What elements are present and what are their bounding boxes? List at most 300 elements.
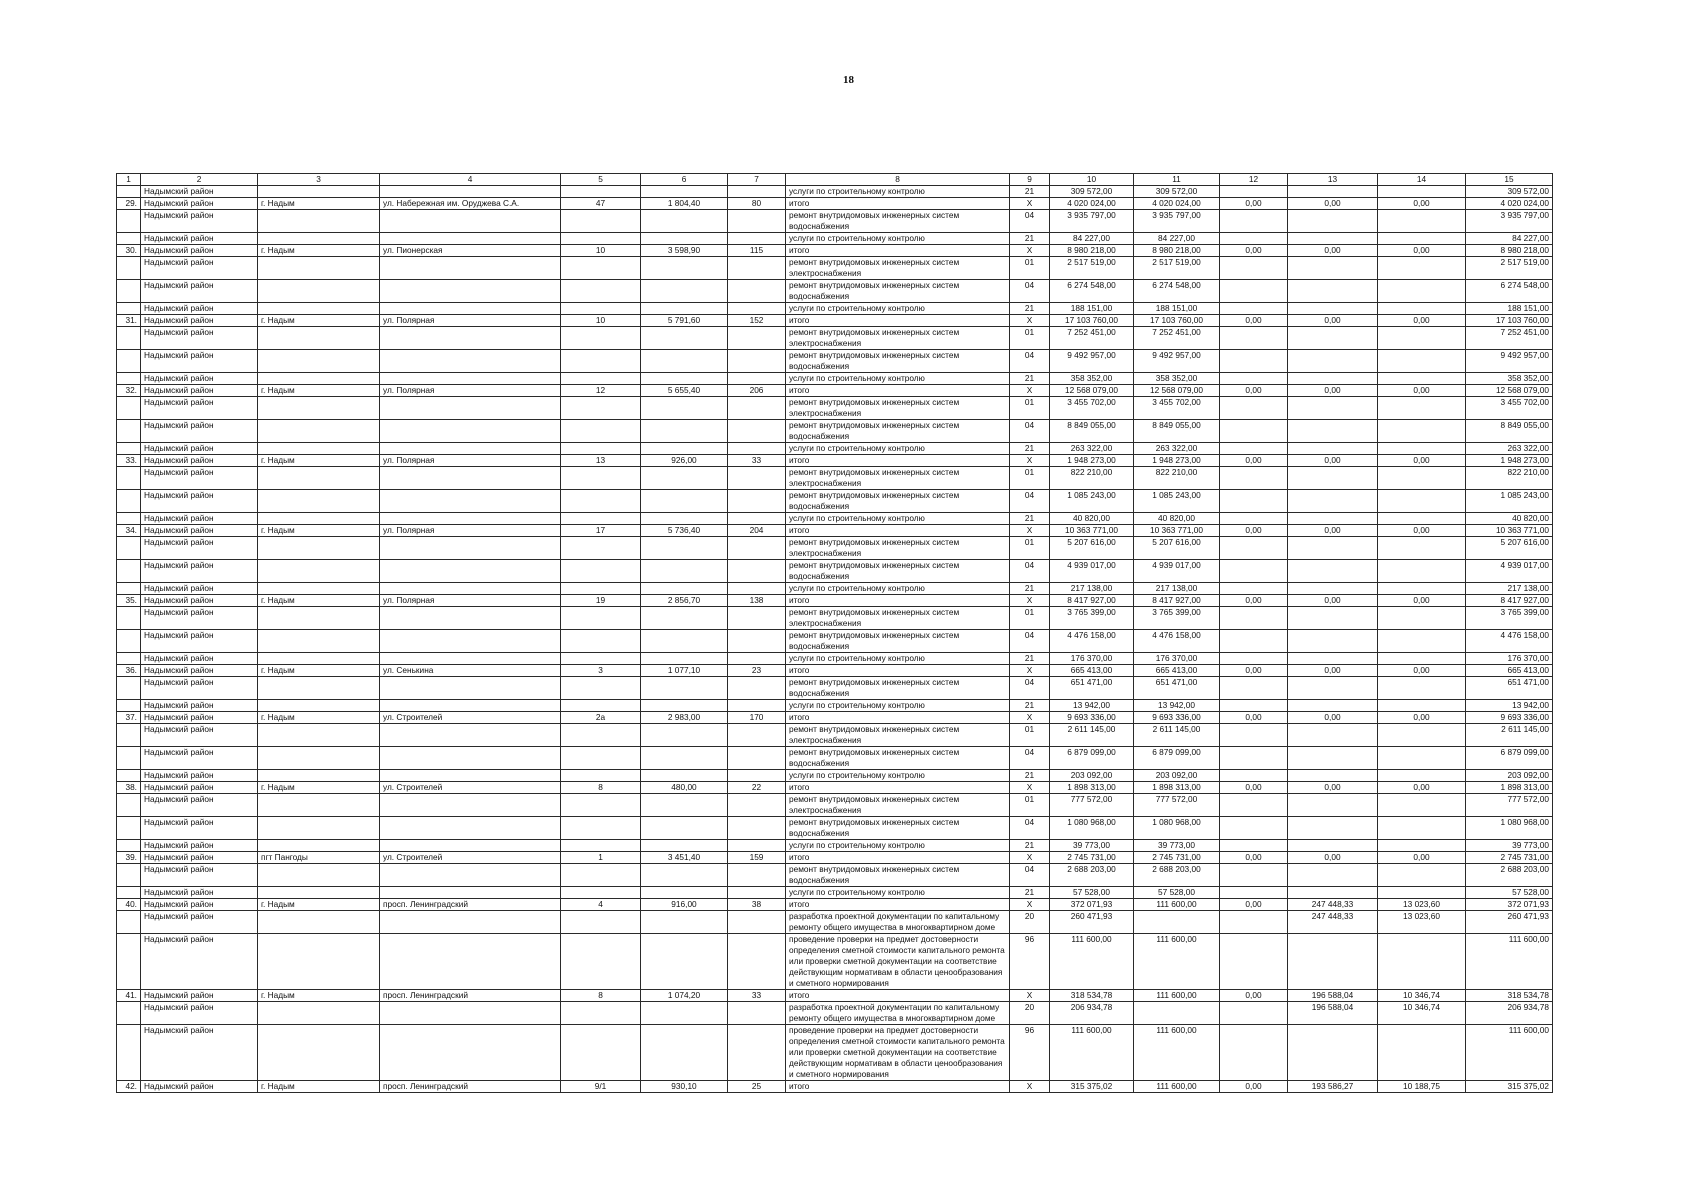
table-row — [117, 677, 1553, 700]
total-cost-cell: 9 492 957,00 — [1050, 350, 1134, 373]
total-cost-cell: 188 151,00 — [1050, 303, 1134, 315]
settlement-cell: г. Надым — [258, 712, 380, 724]
fund-cost-cell: 84 227,00 — [1134, 233, 1220, 245]
street-cell — [380, 560, 561, 583]
work-code-cell: 01 — [1010, 537, 1050, 560]
settlement-cell — [258, 911, 380, 934]
settlement-cell — [258, 817, 380, 840]
table-row — [117, 373, 1553, 385]
work-code-cell: 21 — [1010, 373, 1050, 385]
house-number-cell — [561, 560, 641, 583]
budget-local-cell — [1288, 210, 1378, 233]
street-cell: ул. Строителей — [380, 782, 561, 794]
owners-funds-cell — [1378, 817, 1466, 840]
municipality-cell: Надымский район — [141, 315, 258, 327]
owners-funds-cell — [1378, 700, 1466, 712]
final-cost-cell: 6 274 548,00 — [1466, 280, 1553, 303]
row-number-cell — [117, 513, 141, 525]
row-number-cell — [117, 443, 141, 455]
municipality-cell: Надымский район — [141, 630, 258, 653]
residents-cell — [728, 257, 786, 280]
area-cell — [641, 537, 728, 560]
work-type-cell: итого — [786, 1081, 1010, 1093]
final-cost-cell: 263 322,00 — [1466, 443, 1553, 455]
budget-local-cell — [1288, 257, 1378, 280]
budget-region-cell — [1220, 350, 1288, 373]
budget-region-cell — [1220, 794, 1288, 817]
total-cost-cell: 39 773,00 — [1050, 840, 1134, 852]
column-header: 12 — [1220, 174, 1288, 186]
table-body — [117, 174, 1553, 1093]
row-number-cell: 35. — [117, 595, 141, 607]
budget-region-cell: 0,00 — [1220, 245, 1288, 257]
owners-funds-cell: 13 023,60 — [1378, 899, 1466, 911]
municipality-cell: Надымский район — [141, 525, 258, 537]
final-cost-cell: 2 745 731,00 — [1466, 852, 1553, 864]
budget-region-cell — [1220, 490, 1288, 513]
settlement-cell — [258, 537, 380, 560]
budget-region-cell: 0,00 — [1220, 595, 1288, 607]
settlement-cell — [258, 210, 380, 233]
municipality-cell: Надымский район — [141, 911, 258, 934]
area-cell: 2 983,00 — [641, 712, 728, 724]
final-cost-cell: 315 375,02 — [1466, 1081, 1553, 1093]
street-cell — [380, 233, 561, 245]
residents-cell: 206 — [728, 385, 786, 397]
house-number-cell — [561, 373, 641, 385]
residents-cell: 204 — [728, 525, 786, 537]
settlement-cell — [258, 373, 380, 385]
budget-local-cell — [1288, 840, 1378, 852]
owners-funds-cell — [1378, 257, 1466, 280]
column-header: 5 — [561, 174, 641, 186]
fund-cost-cell: 1 948 273,00 — [1134, 455, 1220, 467]
street-cell — [380, 630, 561, 653]
settlement-cell — [258, 1002, 380, 1025]
residents-cell — [728, 467, 786, 490]
budget-region-cell — [1220, 677, 1288, 700]
total-cost-cell: 176 370,00 — [1050, 653, 1134, 665]
work-code-cell: 01 — [1010, 794, 1050, 817]
work-type-cell: проведение проверки на предмет достоверности определения сметной стоимости капитального ремонта или проверки сметной документации на соответствие действующим нормативам в области ценообразования и сметного нормирования — [786, 1025, 1010, 1081]
residents-cell — [728, 210, 786, 233]
area-cell — [641, 1025, 728, 1081]
fund-cost-cell: 9 492 957,00 — [1134, 350, 1220, 373]
municipality-cell: Надымский район — [141, 794, 258, 817]
budget-local-cell — [1288, 350, 1378, 373]
municipality-cell: Надымский район — [141, 257, 258, 280]
total-cost-cell: 8 417 927,00 — [1050, 595, 1134, 607]
fund-cost-cell: 1 898 313,00 — [1134, 782, 1220, 794]
residents-cell — [728, 443, 786, 455]
owners-funds-cell — [1378, 537, 1466, 560]
final-cost-cell: 39 773,00 — [1466, 840, 1553, 852]
work-code-cell: 04 — [1010, 350, 1050, 373]
work-code-cell: 01 — [1010, 257, 1050, 280]
budget-local-cell — [1288, 327, 1378, 350]
street-cell: ул. Полярная — [380, 455, 561, 467]
area-cell — [641, 327, 728, 350]
work-type-cell: итого — [786, 990, 1010, 1002]
budget-region-cell: 0,00 — [1220, 712, 1288, 724]
municipality-cell: Надымский район — [141, 513, 258, 525]
budget-local-cell — [1288, 653, 1378, 665]
house-number-cell — [561, 210, 641, 233]
work-type-cell: итого — [786, 782, 1010, 794]
work-code-cell: X — [1010, 665, 1050, 677]
table-row — [117, 455, 1553, 467]
house-number-cell — [561, 327, 641, 350]
final-cost-cell: 12 568 079,00 — [1466, 385, 1553, 397]
table-row — [117, 443, 1553, 455]
row-number-cell — [117, 700, 141, 712]
settlement-cell — [258, 747, 380, 770]
work-type-cell: услуги по строительному контролю — [786, 186, 1010, 198]
house-number-cell: 17 — [561, 525, 641, 537]
area-cell — [641, 864, 728, 887]
budget-region-cell: 0,00 — [1220, 852, 1288, 864]
area-cell — [641, 373, 728, 385]
street-cell — [380, 467, 561, 490]
budget-region-cell: 0,00 — [1220, 525, 1288, 537]
final-cost-cell: 358 352,00 — [1466, 373, 1553, 385]
house-number-cell — [561, 537, 641, 560]
street-cell: ул. Полярная — [380, 595, 561, 607]
settlement-cell — [258, 467, 380, 490]
fund-cost-cell: 8 417 927,00 — [1134, 595, 1220, 607]
residents-cell — [728, 583, 786, 595]
work-code-cell: 04 — [1010, 677, 1050, 700]
settlement-cell — [258, 257, 380, 280]
total-cost-cell: 260 471,93 — [1050, 911, 1134, 934]
house-number-cell — [561, 1002, 641, 1025]
street-cell — [380, 186, 561, 198]
street-cell: просп. Ленинградский — [380, 899, 561, 911]
final-cost-cell: 10 363 771,00 — [1466, 525, 1553, 537]
table-row — [117, 887, 1553, 899]
budget-local-cell: 0,00 — [1288, 595, 1378, 607]
table-row — [117, 1025, 1553, 1081]
street-cell — [380, 864, 561, 887]
municipality-cell: Надымский район — [141, 385, 258, 397]
row-number-cell — [117, 794, 141, 817]
owners-funds-cell — [1378, 677, 1466, 700]
budget-region-cell — [1220, 770, 1288, 782]
row-number-cell — [117, 280, 141, 303]
house-number-cell — [561, 233, 641, 245]
budget-local-cell — [1288, 467, 1378, 490]
budget-region-cell — [1220, 583, 1288, 595]
house-number-cell — [561, 257, 641, 280]
total-cost-cell: 1 080 968,00 — [1050, 817, 1134, 840]
fund-cost-cell: 263 322,00 — [1134, 443, 1220, 455]
work-code-cell: 21 — [1010, 186, 1050, 198]
owners-funds-cell — [1378, 373, 1466, 385]
table-row — [117, 700, 1553, 712]
owners-funds-cell — [1378, 303, 1466, 315]
table-row — [117, 233, 1553, 245]
budget-region-cell — [1220, 817, 1288, 840]
final-cost-cell: 1 085 243,00 — [1466, 490, 1553, 513]
column-header: 3 — [258, 174, 380, 186]
owners-funds-cell — [1378, 420, 1466, 443]
street-cell — [380, 911, 561, 934]
final-cost-cell: 8 980 218,00 — [1466, 245, 1553, 257]
street-cell: ул. Полярная — [380, 385, 561, 397]
row-number-cell — [117, 303, 141, 315]
final-cost-cell: 111 600,00 — [1466, 1025, 1553, 1081]
residents-cell — [728, 934, 786, 990]
municipality-cell: Надымский район — [141, 852, 258, 864]
table-row — [117, 350, 1553, 373]
area-cell: 926,00 — [641, 455, 728, 467]
owners-funds-cell — [1378, 630, 1466, 653]
work-type-cell: итого — [786, 385, 1010, 397]
final-cost-cell: 6 879 099,00 — [1466, 747, 1553, 770]
fund-cost-cell: 111 600,00 — [1134, 1025, 1220, 1081]
residents-cell: 23 — [728, 665, 786, 677]
column-header: 6 — [641, 174, 728, 186]
fund-cost-cell: 2 745 731,00 — [1134, 852, 1220, 864]
settlement-cell — [258, 280, 380, 303]
row-number-cell: 33. — [117, 455, 141, 467]
budget-region-cell — [1220, 233, 1288, 245]
work-code-cell: 21 — [1010, 513, 1050, 525]
residents-cell: 152 — [728, 315, 786, 327]
fund-cost-cell: 777 572,00 — [1134, 794, 1220, 817]
budget-local-cell: 196 588,04 — [1288, 990, 1378, 1002]
house-number-cell — [561, 653, 641, 665]
budget-local-cell: 247 448,33 — [1288, 899, 1378, 911]
owners-funds-cell — [1378, 747, 1466, 770]
municipality-cell: Надымский район — [141, 210, 258, 233]
owners-funds-cell — [1378, 397, 1466, 420]
budget-region-cell — [1220, 280, 1288, 303]
residents-cell — [728, 420, 786, 443]
residents-cell: 170 — [728, 712, 786, 724]
table-row — [117, 210, 1553, 233]
work-code-cell: 21 — [1010, 770, 1050, 782]
final-cost-cell: 3 765 399,00 — [1466, 607, 1553, 630]
fund-cost-cell: 6 879 099,00 — [1134, 747, 1220, 770]
municipality-cell: Надымский район — [141, 233, 258, 245]
fund-cost-cell: 40 820,00 — [1134, 513, 1220, 525]
fund-cost-cell: 12 568 079,00 — [1134, 385, 1220, 397]
street-cell — [380, 513, 561, 525]
table-row — [117, 560, 1553, 583]
budget-local-cell — [1288, 420, 1378, 443]
budget-local-cell: 0,00 — [1288, 712, 1378, 724]
municipality-cell: Надымский район — [141, 665, 258, 677]
table-row — [117, 911, 1553, 934]
final-cost-cell: 206 934,78 — [1466, 1002, 1553, 1025]
residents-cell — [728, 233, 786, 245]
owners-funds-cell — [1378, 770, 1466, 782]
settlement-cell: г. Надым — [258, 665, 380, 677]
total-cost-cell: 2 517 519,00 — [1050, 257, 1134, 280]
house-number-cell — [561, 840, 641, 852]
budget-region-cell: 0,00 — [1220, 990, 1288, 1002]
house-number-cell — [561, 397, 641, 420]
row-number-cell — [117, 770, 141, 782]
row-number-cell — [117, 186, 141, 198]
area-cell — [641, 350, 728, 373]
work-type-cell: ремонт внутридомовых инженерных систем водоснабжения — [786, 490, 1010, 513]
settlement-cell: г. Надым — [258, 525, 380, 537]
residents-cell: 115 — [728, 245, 786, 257]
street-cell — [380, 794, 561, 817]
fund-cost-cell — [1134, 911, 1220, 934]
budget-local-cell: 0,00 — [1288, 852, 1378, 864]
settlement-cell: г. Надым — [258, 455, 380, 467]
budget-region-cell — [1220, 934, 1288, 990]
table-row — [117, 397, 1553, 420]
street-cell — [380, 397, 561, 420]
street-cell — [380, 677, 561, 700]
settlement-cell: г. Надым — [258, 245, 380, 257]
owners-funds-cell — [1378, 210, 1466, 233]
area-cell — [641, 303, 728, 315]
total-cost-cell: 2 611 145,00 — [1050, 724, 1134, 747]
row-number-cell — [117, 607, 141, 630]
total-cost-cell: 84 227,00 — [1050, 233, 1134, 245]
house-number-cell — [561, 1025, 641, 1081]
residents-cell — [728, 397, 786, 420]
budget-local-cell — [1288, 677, 1378, 700]
municipality-cell: Надымский район — [141, 373, 258, 385]
owners-funds-cell — [1378, 840, 1466, 852]
work-type-cell: ремонт внутридомовых инженерных систем водоснабжения — [786, 677, 1010, 700]
budget-local-cell — [1288, 607, 1378, 630]
row-number-cell — [117, 653, 141, 665]
work-type-cell: услуги по строительному контролю — [786, 303, 1010, 315]
owners-funds-cell: 13 023,60 — [1378, 911, 1466, 934]
settlement-cell — [258, 583, 380, 595]
settlement-cell: пгт Пангоды — [258, 852, 380, 864]
area-cell — [641, 700, 728, 712]
budget-region-cell: 0,00 — [1220, 899, 1288, 911]
street-cell — [380, 257, 561, 280]
budget-region-cell — [1220, 560, 1288, 583]
column-header: 9 — [1010, 174, 1050, 186]
work-code-cell: 01 — [1010, 327, 1050, 350]
settlement-cell — [258, 397, 380, 420]
column-header: 4 — [380, 174, 561, 186]
total-cost-cell: 8 980 218,00 — [1050, 245, 1134, 257]
table-row — [117, 303, 1553, 315]
settlement-cell: г. Надым — [258, 990, 380, 1002]
municipality-cell: Надымский район — [141, 186, 258, 198]
house-number-cell — [561, 350, 641, 373]
house-number-cell — [561, 513, 641, 525]
house-number-cell — [561, 303, 641, 315]
area-cell — [641, 911, 728, 934]
street-cell: ул. Пионерская — [380, 245, 561, 257]
budget-region-cell — [1220, 186, 1288, 198]
column-header: 8 — [786, 174, 1010, 186]
total-cost-cell: 40 820,00 — [1050, 513, 1134, 525]
total-cost-cell: 12 568 079,00 — [1050, 385, 1134, 397]
street-cell: ул. Строителей — [380, 852, 561, 864]
total-cost-cell: 4 476 158,00 — [1050, 630, 1134, 653]
work-code-cell: 04 — [1010, 280, 1050, 303]
work-type-cell: итого — [786, 525, 1010, 537]
table-row — [117, 653, 1553, 665]
settlement-cell — [258, 303, 380, 315]
row-number-cell — [117, 420, 141, 443]
budget-region-cell — [1220, 724, 1288, 747]
street-cell — [380, 700, 561, 712]
work-code-cell: 21 — [1010, 583, 1050, 595]
street-cell — [380, 373, 561, 385]
area-cell: 3 451,40 — [641, 852, 728, 864]
work-code-cell: 01 — [1010, 397, 1050, 420]
row-number-cell — [117, 630, 141, 653]
final-cost-cell: 8 849 055,00 — [1466, 420, 1553, 443]
work-code-cell: X — [1010, 1081, 1050, 1093]
house-number-cell: 47 — [561, 198, 641, 210]
residents-cell — [728, 864, 786, 887]
work-type-cell: услуги по строительному контролю — [786, 887, 1010, 899]
work-type-cell: проведение проверки на предмет достоверности определения сметной стоимости капитального ремонта или проверки сметной документации на соответствие действующим нормативам в области ценообразования и сметного нормирования — [786, 934, 1010, 990]
fund-cost-cell: 6 274 548,00 — [1134, 280, 1220, 303]
street-cell — [380, 210, 561, 233]
total-cost-cell: 17 103 760,00 — [1050, 315, 1134, 327]
municipality-cell: Надымский район — [141, 653, 258, 665]
table-row — [117, 712, 1553, 724]
column-header: 7 — [728, 174, 786, 186]
work-code-cell: 04 — [1010, 560, 1050, 583]
residents-cell — [728, 653, 786, 665]
residents-cell — [728, 700, 786, 712]
owners-funds-cell — [1378, 280, 1466, 303]
total-cost-cell: 206 934,78 — [1050, 1002, 1134, 1025]
total-cost-cell: 57 528,00 — [1050, 887, 1134, 899]
owners-funds-cell — [1378, 467, 1466, 490]
total-cost-cell: 1 898 313,00 — [1050, 782, 1134, 794]
owners-funds-cell — [1378, 724, 1466, 747]
budget-local-cell — [1288, 303, 1378, 315]
total-cost-cell: 3 455 702,00 — [1050, 397, 1134, 420]
owners-funds-cell — [1378, 653, 1466, 665]
municipality-cell: Надымский район — [141, 712, 258, 724]
municipality-cell: Надымский район — [141, 420, 258, 443]
final-cost-cell: 57 528,00 — [1466, 887, 1553, 899]
row-number-cell — [117, 817, 141, 840]
fund-cost-cell: 17 103 760,00 — [1134, 315, 1220, 327]
settlement-cell — [258, 443, 380, 455]
municipality-cell: Надымский район — [141, 864, 258, 887]
row-number-cell: 30. — [117, 245, 141, 257]
row-number-cell — [117, 724, 141, 747]
municipality-cell: Надымский район — [141, 840, 258, 852]
fund-cost-cell: 1 085 243,00 — [1134, 490, 1220, 513]
area-cell — [641, 794, 728, 817]
residents-cell: 38 — [728, 899, 786, 911]
table-row — [117, 257, 1553, 280]
work-type-cell: итого — [786, 315, 1010, 327]
work-code-cell: X — [1010, 245, 1050, 257]
street-cell — [380, 583, 561, 595]
budget-region-cell — [1220, 1002, 1288, 1025]
settlement-cell — [258, 490, 380, 513]
owners-funds-cell: 0,00 — [1378, 665, 1466, 677]
total-cost-cell: 822 210,00 — [1050, 467, 1134, 490]
work-type-cell: итого — [786, 712, 1010, 724]
total-cost-cell: 6 879 099,00 — [1050, 747, 1134, 770]
residents-cell: 33 — [728, 455, 786, 467]
area-cell — [641, 443, 728, 455]
